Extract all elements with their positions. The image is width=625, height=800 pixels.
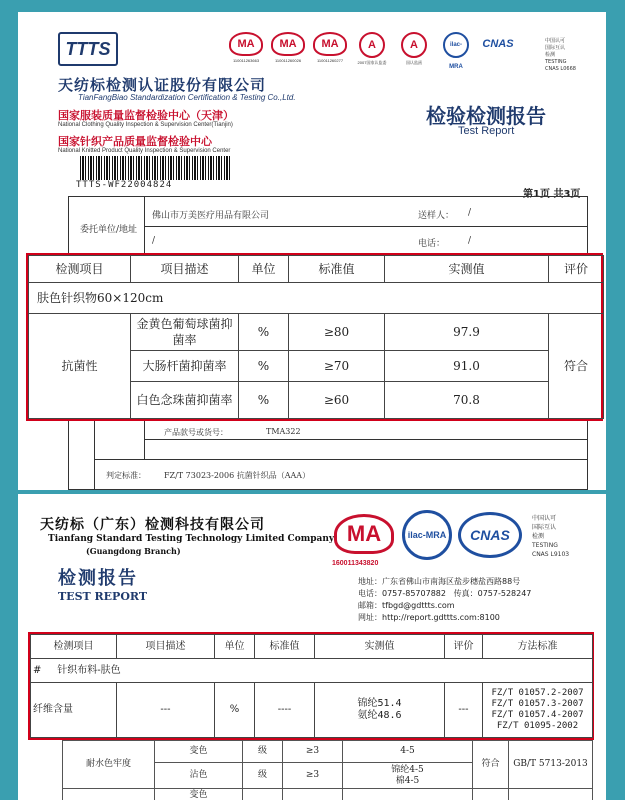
header-cell: 方法标准 [483, 635, 593, 659]
client-address: / [152, 236, 156, 246]
address: 地址：广东省佛山市南海区盐步穗盐西路88号 [358, 577, 521, 586]
client-name: 佛山市万美医疗用品有限公司 [152, 211, 270, 221]
header-cell: 实测值 [385, 256, 549, 283]
test-results-table-2 [28, 632, 594, 740]
header-cell: 评价 [549, 256, 604, 283]
row-marker: # [33, 664, 42, 676]
sender-label: 送样人： [418, 211, 455, 221]
cnas-text: 中国认可 国际互认 检测 TESTING CNAS L0668 [545, 38, 576, 72]
page-number: 第1页 共3页 [523, 189, 581, 200]
table-row: 变色 [63, 789, 593, 800]
report-title-en: Test Report [458, 125, 515, 137]
cnas-icon: CNAS [482, 38, 514, 50]
header-cell: 实测值 [315, 635, 445, 659]
cma-mark-icon: MA [334, 514, 394, 554]
client-label: 委托单位/地址 [80, 225, 138, 235]
model-label: 产品款号或货号： [164, 428, 228, 437]
barcode-icon [80, 156, 230, 180]
org-name-cn: 天纺标检测认证股份有限公司 [58, 76, 267, 94]
phone: 电话：0757-85707882 [358, 589, 446, 598]
evaluation: 符合 [549, 313, 604, 418]
table-row: 大肠杆菌抑菌率 % ≥70 91.0 [29, 350, 604, 381]
cnas-icon: CNAS [458, 512, 522, 558]
model-value: TMA322 [266, 427, 301, 436]
org2-name-cn: 天纺标（广东）检测科技有限公司 [40, 517, 265, 533]
report-sheet-1 [18, 12, 606, 490]
table-row: 耐水色牢度 变色 级 ≥3 4-5 符合 GB/T 5713-2013 [63, 741, 593, 763]
table-row: 沾色 级 ≥3 锦纶4-5 棉4-5 [63, 763, 593, 789]
center1-name-en: National Clothing Quality Inspection & Supervision Center(Tianjin) [58, 122, 233, 128]
report-sheet-2 [18, 494, 606, 800]
product-name: 肤色针织物60×120cm [29, 282, 604, 313]
contact-block [358, 576, 531, 624]
report-title: 检验检测报告 [426, 104, 546, 128]
header-cell: 项目描述 [131, 256, 239, 283]
ttts-logo: TTTS [58, 32, 118, 66]
email: 邮箱：tfbgd@gdttts.com [358, 601, 455, 610]
cal-mark-icon: A 国认监函 [396, 32, 432, 66]
ilac-mra-icon: ilac-MRA [402, 510, 452, 560]
criterion-label: 判定标准： [106, 471, 146, 480]
cal-mark-icon: A 2007国家认监委 [354, 32, 390, 66]
test-results-table-1 [26, 253, 603, 421]
cma-mark-icon: MA 110011263663 [228, 32, 264, 66]
header-cell: 单位 [215, 635, 255, 659]
header-cell: 检测项目 [31, 635, 117, 659]
center1-name-cn: 国家服装质量监督检验中心（天津） [58, 109, 234, 122]
ilac-mra-icon: ilac-MRA [438, 32, 474, 66]
center2-name-cn: 国家针织产品质量监督检验中心 [58, 135, 212, 148]
fax: 传真：0757-528247 [453, 589, 532, 598]
header-cell: 评价 [445, 635, 483, 659]
org2-branch: (Guangdong Branch) [86, 546, 181, 556]
header-cell: 标准值 [289, 256, 385, 283]
header-cell: 标准值 [255, 635, 315, 659]
header-cell: 单位 [239, 256, 289, 283]
cma-mark-icon: MA 110011260277 [312, 32, 348, 66]
table-row: 抗菌性 金黄色葡萄球菌抑菌率 % ≥80 97.9 符合 [29, 313, 604, 350]
barcode-number: TTTS-WF22004824 [76, 180, 173, 190]
cnas-text-2: 中国认可 国际互认 检测 TESTING CNAS L9103 [532, 515, 570, 558]
group-name: 抗菌性 [29, 313, 131, 418]
cma-mark-icon: MA 110011260026 [270, 32, 306, 66]
report2-title: 检测报告 [58, 568, 138, 589]
product-name-2: # 针织布料-肤色 [31, 659, 593, 683]
criterion-value: FZ/T 73023-2006 抗菌针织品（AAA） [164, 471, 311, 480]
org2-name-en: Tianfang Standard Testing Technology Limited Company [48, 534, 335, 544]
center2-name-en: National Knitted Product Quality Inspection & Supervision Center [58, 148, 231, 154]
phone-value: / [468, 236, 472, 246]
cma-number: 160011343820 [332, 560, 379, 567]
colorfastness-table [62, 740, 592, 800]
header-cell: 项目描述 [117, 635, 215, 659]
cert-marks [228, 32, 516, 70]
table-row: 纤维含量 --- % ---- 锦纶51.4 氨纶48.6 --- FZ/T 01057.2-2007 FZ/T 01057.3-2007 FZ/T 01057.4-2007 FZ/T 01095-2002 [31, 683, 593, 738]
sender-value: / [468, 208, 472, 218]
phone-label: 电话： [418, 239, 446, 249]
table-row: 白色念珠菌抑菌率 % ≥60 70.8 [29, 381, 604, 418]
org-name-en: TianFangBiao Standardization Certification & Testing Co.,Ltd. [78, 93, 296, 102]
header-cell: 检测项目 [29, 256, 131, 283]
website: 网址：http://report.gdttts.com:8100 [358, 613, 500, 622]
report2-title-en: TEST REPORT [58, 590, 148, 603]
